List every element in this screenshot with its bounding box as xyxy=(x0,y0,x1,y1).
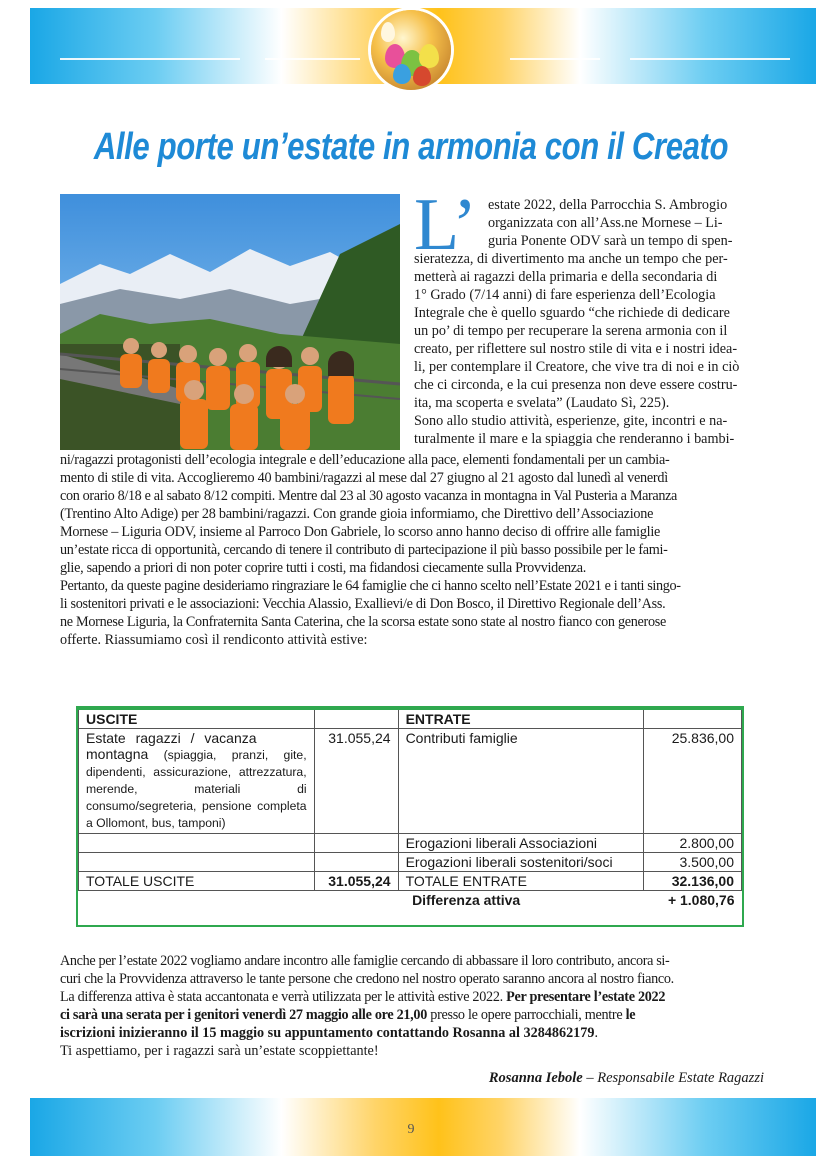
intro-line: metterà ai ragazzi della primaria e della secondaria di xyxy=(414,269,718,285)
entrata-label: Contributi famiglie xyxy=(398,729,643,834)
intro-line: ita, ma scoperta e svelata” (Laudato Sì, 225). xyxy=(414,395,670,411)
body-line: ni/ragazzi protagonisti dell’ecologia integrale e dell’educazione alla pace, elementi fondamentali per un cambia- xyxy=(60,452,670,468)
total-entrate-amount: 32.136,00 xyxy=(644,872,742,891)
header-empty xyxy=(644,709,742,729)
closing-line: Anche per l’estate 2022 vogliamo andare incontro alle famiglie cercando di abbassare il loro contributo, ancora si- xyxy=(60,953,670,969)
uscita-description xyxy=(79,729,315,834)
uscita-amount: 31.055,24 xyxy=(314,729,398,834)
intro-line: organizzata con all’Ass.ne Mornese – Li- xyxy=(488,215,723,231)
intro-line: li, per contemplare il Creatore, che vive tra di noi e in ciò xyxy=(414,359,740,375)
closing-bold: le xyxy=(625,1007,636,1023)
closing-line: Ti aspettiamo, per i ragazzi sarà un’estate scoppiettante! xyxy=(60,1043,379,1059)
drop-cap: L’ xyxy=(414,184,478,266)
body-line: un’estate ricca di opportunità, cercando di tenere il contributo di partecipazione il più basso possibile per le fami- xyxy=(60,542,668,558)
header-line-right-2 xyxy=(630,58,790,60)
uscita-detail-text: (spiaggia, pranzi, gite, dipendenti, assicurazione, attrezzatura, merende, materiali di consumo/segreteria, pensione completa a Ollomont, bus, tamponi) xyxy=(86,748,307,830)
totals-row xyxy=(79,872,742,891)
total-uscite-amount: 31.055,24 xyxy=(314,872,398,891)
closing-line xyxy=(60,988,764,1006)
intro-line: sieratezza, di divertimento ma anche un tempo che per- xyxy=(414,251,728,267)
signature-role: – Responsabile Estate Ragazzi xyxy=(582,1070,764,1086)
intro-line: Integrale che è quello sguardo “che richiede di dedicare xyxy=(414,305,730,321)
body-line: ne Mornese Liguria, la Confraternita Santa Caterina, che la scorsa estate sono state al nostro fianco con generose xyxy=(60,614,666,630)
total-entrate-label: TOTALE ENTRATE xyxy=(398,872,643,891)
empty-cell xyxy=(314,891,398,910)
closing-bold: iscrizioni inizieranno il 15 maggio su appuntamento contattando Rosanna al 3284862179 xyxy=(60,1025,595,1041)
body-line: con orario 8/18 e al sabato 8/12 compiti. Mentre dal 23 al 30 agosto vacanza in montagna in Val Pusteria a Maranza xyxy=(60,488,677,504)
body-line: (Trentino Alto Adige) per 28 bambini/ragazzi. Con grande gioia informiamo, che Direttivo dell’Associazione xyxy=(60,506,654,522)
empty-cell xyxy=(314,834,398,853)
intro-line: estate 2022, della Parrocchia S. Ambrogio xyxy=(488,197,728,213)
entrata-amount: 25.836,00 xyxy=(644,729,742,834)
header-entrate: ENTRATE xyxy=(398,709,643,729)
difference-row xyxy=(79,891,742,910)
total-uscite-label: TOTALE USCITE xyxy=(79,872,315,891)
page-title: Alle porte un’estate in armonia con il Creato xyxy=(93,126,729,168)
table-row xyxy=(79,729,742,834)
group-photo-illustration xyxy=(60,194,400,450)
empty-cell xyxy=(79,834,315,853)
uscita-title: Estate ragazzi / vacanza xyxy=(86,730,257,746)
empty-cell xyxy=(314,853,398,872)
signature-name: Rosanna Iebole xyxy=(488,1070,583,1086)
signature xyxy=(489,1070,764,1087)
header-line-left xyxy=(60,58,240,60)
table-row xyxy=(79,834,742,853)
body-line: Mornese – Liguria ODV, insieme al Parroco Don Gabriele, lo scorso anno hanno deciso di offrire alle famiglie xyxy=(60,524,661,540)
intro-line: 1° Grado (7/14 anni) di fare esperienza dell’Ecologia xyxy=(414,287,716,303)
header-line-left-2 xyxy=(265,58,360,60)
table-row xyxy=(79,853,742,872)
group-photo xyxy=(60,194,400,450)
intro-line: guria Ponente ODV sarà un tempo di spen- xyxy=(488,233,733,249)
closing-text: presso le opere parrocchiali, mentre xyxy=(427,1007,626,1023)
entrata-amount: 3.500,00 xyxy=(644,853,742,872)
empty-cell xyxy=(79,891,315,910)
intro-line: creato, per riflettere sul nostro stile di vita e i nostri idea- xyxy=(414,341,738,357)
uscita-title-cont: montagna xyxy=(86,746,149,762)
closing-bold: ci sarà una serata per i genitori venerdì 27 maggio alle ore 21,00 xyxy=(60,1007,428,1023)
empty-cell xyxy=(79,853,315,872)
page-number: 9 xyxy=(407,1122,415,1137)
body-line: glie, sapendo a priori di non poter coprire tutti i costi, ma fidandosi ciecamente sulla Provvidenza. xyxy=(60,560,587,576)
closing-line xyxy=(60,1024,764,1042)
entrata-amount: 2.800,00 xyxy=(644,834,742,853)
entrata-label: Erogazioni liberali Associazioni xyxy=(398,834,643,853)
closing-line: curi che la Provvidenza attraverso le tante persone che credono nel nostro operato saranno ancora al nostro fianco. xyxy=(60,971,674,987)
easter-basket-emblem xyxy=(371,10,451,90)
difference-label: Differenza attiva xyxy=(398,891,643,910)
entrata-label: Erogazioni liberali sostenitori/soci xyxy=(398,853,643,872)
uscita-detail xyxy=(86,746,307,832)
intro-line: che ci circonda, e la cui presenza non deve essere costru- xyxy=(414,377,738,393)
closing-text: . xyxy=(594,1025,598,1041)
body-line: offerte. Riassumiamo così il rendiconto attività estive: xyxy=(60,632,368,648)
closing-text: La differenza attiva è stata accantonata e verrà utilizzata per le attività estive 2022. xyxy=(60,989,507,1005)
body-line: Pertanto, da queste pagine desideriamo ringraziare le 64 famiglie che ci hanno scelto nell’Estate 2021 e i tanti singo- xyxy=(60,578,681,594)
header-line-right xyxy=(510,58,600,60)
body-line: mento di stile di vita. Accoglieremo 40 bambini/ragazzi al mese dal 27 giugno al 21 agosto dal lunedì al venerdì xyxy=(60,470,668,486)
closing-bold: Per presentare l’estate 2022 xyxy=(506,989,666,1005)
difference-amount: + 1.080,76 xyxy=(644,891,742,910)
rendiconto-table xyxy=(78,708,742,909)
header-uscite: USCITE xyxy=(79,709,315,729)
intro-line: turalmente il mare e la spiaggia che renderanno i bambi- xyxy=(414,431,735,447)
table-header-row xyxy=(79,709,742,729)
intro-line: Sono allo studio attività, esperienze, gite, incontri e na- xyxy=(414,413,728,429)
closing-line xyxy=(60,1006,764,1024)
intro-line: un po’ di tempo per recuperare la serena armonia con il xyxy=(414,323,728,339)
header-empty xyxy=(314,709,398,729)
body-line: li sostenitori privati e le associazioni: Vecchia Alassio, Exallievi/e di Don Bosco, il Direttivo Regionale dell’Ass. xyxy=(60,596,666,612)
